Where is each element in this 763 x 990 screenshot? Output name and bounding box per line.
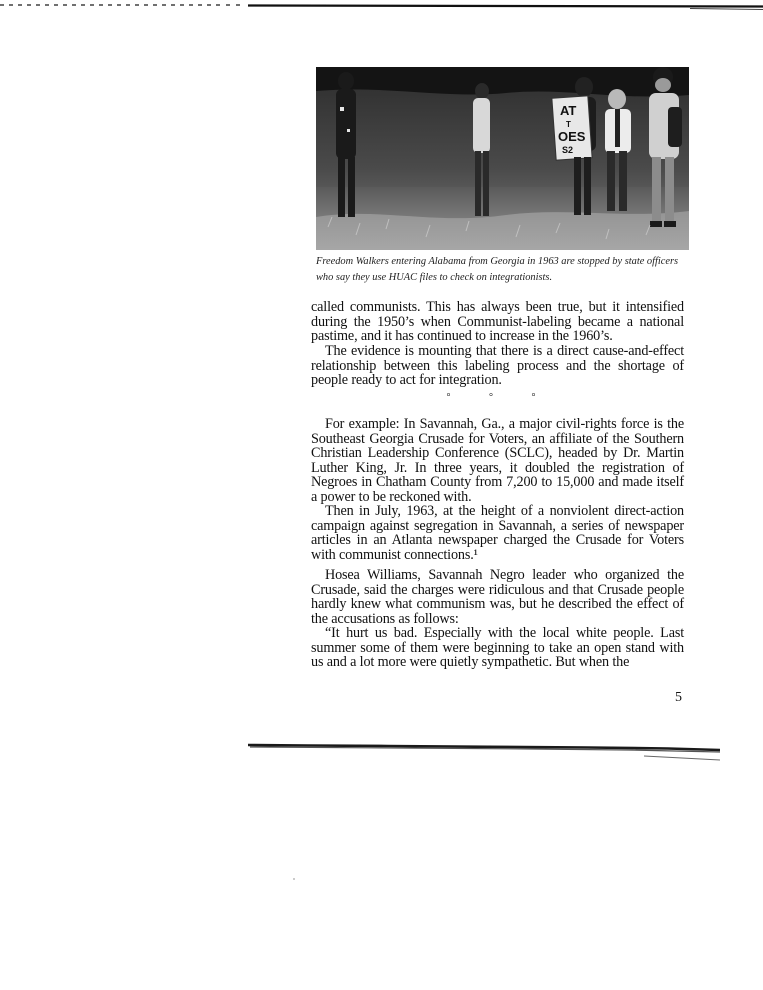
sign-text-line-2: T: [566, 120, 571, 129]
bottom-edge-rule: [248, 742, 720, 764]
sign-text-line-1: AT: [560, 103, 577, 118]
paragraph-1: called communists. This has always been true, but it intensified during the 1950’s when Communist-labeling became a national pastime, and it has continued to increase in the 1960’s.: [311, 299, 684, 345]
paragraph-2: The evidence is mounting that there is a direct cause-and-effect relationship between this labeling process and the shortage of people ready to act for integration.: [311, 343, 684, 389]
page-number: 5: [675, 690, 682, 705]
paragraph-6: “It hurt us bad. Especially with the local white people. Last summer some of them were beginning to take an open stand with us and a lot more were quietly sympathetic. But when the: [311, 625, 684, 671]
sign-text-line-3: OES: [558, 129, 586, 144]
sign-text-line-4: S2: [562, 145, 574, 155]
top-edge-rule: [0, 2, 763, 12]
paragraph-4: Then in July, 1963, at the height of a nonviolent direct-action campaign against segregation in Savannah, a series of newspaper articles in an Atlanta newspaper charged the Crusade for Voters with communist connections.¹: [311, 503, 684, 563]
section-divider: ° ° °: [446, 392, 554, 403]
paragraph-5: Hosea Williams, Savannah Negro leader who organized the Crusade, said the charges were ridiculous and that Crusade people hardly knew what communism was, but he described the effect of the accusations as follows:: [311, 567, 684, 627]
photo-caption: Freedom Walkers entering Alabama from Georgia in 1963 are stopped by state officers who say they use HUAC files to check on integrationists.: [316, 256, 679, 283]
scan-speck: [293, 878, 295, 880]
photo-freedom-walkers: [316, 67, 689, 250]
paragraph-3: For example: In Savannah, Ga., a major civil-rights force is the Southeast Georgia Crusade for Voters, an affiliate of the Southern Christian Leadership Conference (SCLC), headed by Dr. Martin Luther King, Jr. In three years, it doubled the registration of Negroes in Chatham County from 7,200 to 15,000 and made itself a power to be reckoned with.: [311, 416, 684, 505]
